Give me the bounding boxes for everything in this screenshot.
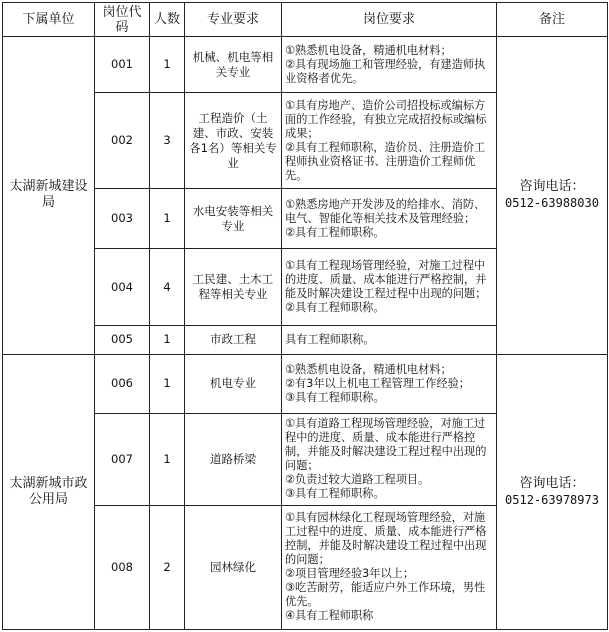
note-label: 咨询电话：: [519, 179, 585, 195]
note-cell: [497, 354, 608, 629]
code-cell: 006: [95, 354, 150, 413]
note-cell: [497, 37, 608, 355]
num-cell: 4: [150, 249, 185, 326]
header-code: 岗位代码: [95, 3, 150, 37]
req-cell: [282, 37, 497, 93]
header-num: 人数: [150, 3, 185, 37]
req-line: ②具有工程师职称。: [285, 225, 385, 239]
req-line: ②具有工程师职称，造价员、注册造价工程师执业资格证书、注册造价工程师优先。: [285, 140, 486, 182]
num-cell: 1: [150, 354, 185, 413]
req-line: ①熟悉机电设备，精通机电材料；: [285, 362, 452, 376]
major-cell: 道路桥梁: [185, 413, 282, 505]
header-unit: 下属单位: [3, 3, 95, 37]
major-cell: 机电专业: [185, 354, 282, 413]
num-cell: 2: [150, 505, 185, 629]
num-cell: 1: [150, 413, 185, 505]
recruitment-table: [2, 2, 608, 630]
req-line: ①具有道路工程现场管理经验，对施工过程中的进度、质量、成本能进行严格控制，并能及时解决建设工程过程中出现的问题；: [285, 417, 487, 473]
req-cell: [282, 326, 497, 354]
note-phone: 0512-63978973: [505, 492, 599, 507]
num-cell: 3: [150, 93, 185, 189]
req-cell: [282, 354, 497, 413]
major-cell: 工程造价（土建、市政、安装各1名）等相关专业: [185, 93, 282, 189]
req-cell: [282, 505, 497, 629]
req-cell: [282, 93, 497, 189]
code-cell: 007: [95, 413, 150, 505]
req-line: ②项目管理经验3年以上；: [285, 567, 415, 581]
req-line: ①具有工程现场管理经验，对施工过程中的进度、质量、成本能进行严格控制，并能及时解决建设工程过程中出现的问题；: [285, 259, 487, 301]
header-req: 岗位要求: [282, 3, 497, 37]
major-cell: 水电安装等相关专业: [185, 189, 282, 249]
req-line: ②具有工程师职称。: [285, 301, 385, 315]
note-phone: 0512-63988030: [505, 196, 599, 211]
table-row: [3, 37, 608, 93]
major-cell: 市政工程: [185, 326, 282, 354]
major-cell: 机械、机电等相关专业: [185, 37, 282, 93]
major-cell: 工民建、土木工程等相关专业: [185, 249, 282, 326]
req-line: ③具有工程师职称。: [285, 390, 385, 404]
req-line: ①熟悉房地产开发涉及的给排水、消防、电气、智能化等相关技术及管理经验；: [285, 197, 486, 225]
req-line: ②负责过较大道路工程项目。: [285, 473, 430, 487]
major-cell: 园林绿化: [185, 505, 282, 629]
num-cell: 1: [150, 326, 185, 354]
req-line: ①具有园林绿化工程现场管理经验，对施工过程中的进度、质量、成本能进行严格控制，并能及时解决建设工程过程中出现的问题；: [285, 511, 487, 567]
req-line: ①具有房地产、造价公司招投标或编标方面的工作经验，有独立完成招投标或编标成果；: [285, 98, 487, 140]
code-cell: 004: [95, 249, 150, 326]
header-row: [3, 3, 608, 37]
unit-cell: 太湖新城市政公用局: [3, 354, 95, 629]
req-line: ③吃苦耐劳，能适应户外工作环境，男性优先。: [285, 581, 486, 609]
code-cell: 001: [95, 37, 150, 93]
req-line: ②具有现场施工和管理经验，有建造师执业资格者优先。: [285, 57, 486, 85]
req-line: ①熟悉机电设备，精通机电材料；: [285, 43, 452, 57]
code-cell: 003: [95, 189, 150, 249]
note-label: 咨询电话：: [519, 475, 585, 491]
code-cell: 008: [95, 505, 150, 629]
num-cell: 1: [150, 189, 185, 249]
req-line: ③具有工程师职称。: [285, 487, 385, 501]
num-cell: 1: [150, 37, 185, 93]
req-line: ②有3年以上机电工程管理工作经验；: [285, 376, 470, 390]
unit-cell: 太湖新城建设局: [3, 37, 95, 355]
header-note: 备注: [497, 3, 608, 37]
req-cell: [282, 249, 497, 326]
code-cell: 002: [95, 93, 150, 189]
req-line: 具有工程师职称。: [285, 332, 375, 346]
code-cell: 005: [95, 326, 150, 354]
req-line: ④具有工程师职称: [285, 609, 374, 623]
req-cell: [282, 413, 497, 505]
table-row: [3, 354, 608, 413]
req-cell: [282, 189, 497, 249]
header-major: 专业要求: [185, 3, 282, 37]
